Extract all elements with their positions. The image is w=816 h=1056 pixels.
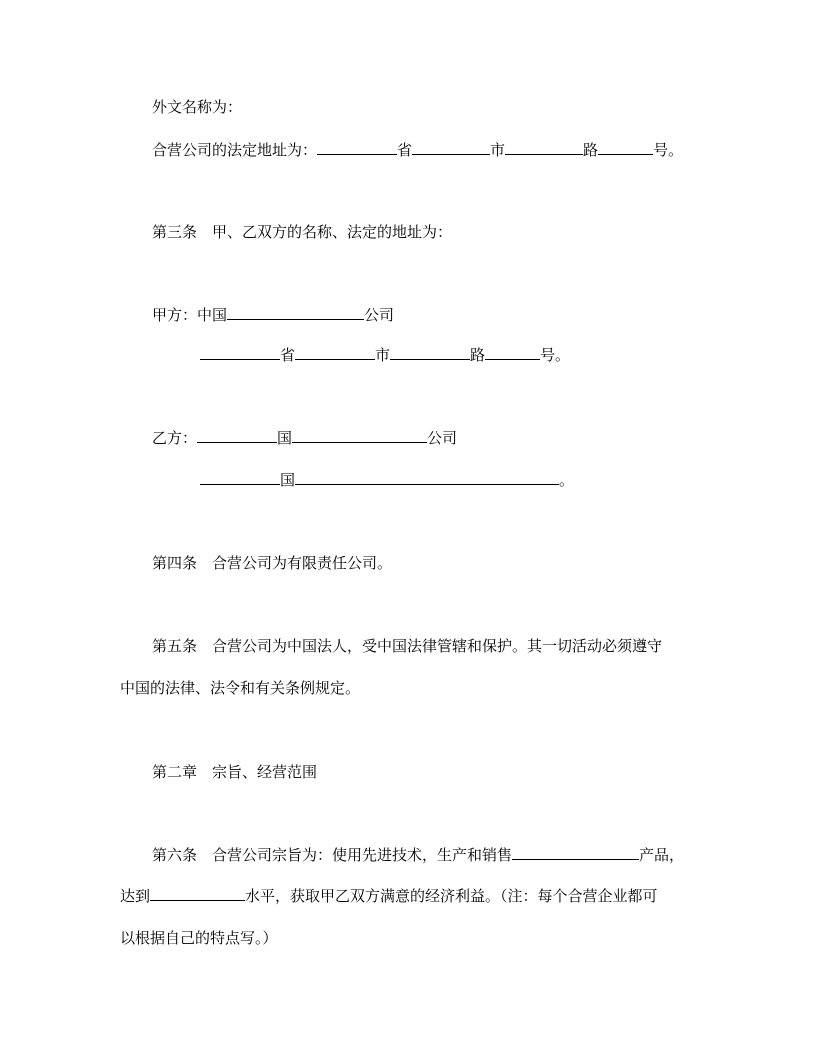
article-text: 中国的法律、法令和有关条例规定。 [120,679,361,697]
article-text: 合营公司为中国法人，受中国法律管辖和保护。其一切活动必须遵守 [212,637,663,655]
level-blank[interactable] [150,886,245,901]
article-number: 第六条 [152,846,198,864]
company-label: 公司 [427,429,458,447]
article-text: 达到 [120,887,151,905]
chapter-number: 第二章 [152,763,198,781]
legal-address-label: 合营公司的法定地址为： [152,141,318,159]
article-text: 产品， [639,846,685,864]
article-6 [152,845,684,865]
article-5 [152,636,662,656]
city-label: 市 [375,346,391,364]
province-blank[interactable] [317,140,397,155]
number-label: 号。 [540,346,571,364]
province-label: 省 [280,346,296,364]
party-a-province-blank[interactable] [200,345,280,360]
party-b-line [152,428,457,448]
party-b-country2-blank[interactable] [200,470,280,485]
party-b-label: 乙方： [152,429,198,447]
country-label: 国 [280,471,296,489]
party-b-country-blank[interactable] [197,428,277,443]
party-a-number-blank[interactable] [485,345,540,360]
article-4 [152,553,392,573]
article-text: 合营公司为有限责任公司。 [212,554,393,572]
party-a-line [152,305,394,325]
foreign-name-label: 外文名称为： [152,98,243,116]
chapter-2-heading [152,762,317,782]
foreign-name-line [152,97,242,117]
road-label: 路 [470,346,486,364]
article-number: 第四条 [152,554,198,572]
party-a-address-line [200,345,570,365]
number-blank[interactable] [598,140,653,155]
company-label: 公司 [364,306,395,324]
party-b-address-blank[interactable] [295,470,559,485]
country-label: 国 [277,429,293,447]
party-a-label: 甲方：中国 [152,306,228,324]
party-b-address-line [200,470,574,490]
party-a-company-blank[interactable] [227,305,364,320]
article-number: 第五条 [152,637,198,655]
party-a-road-blank[interactable] [390,345,470,360]
chapter-title: 宗旨、经营范围 [212,763,318,781]
road-label: 路 [583,141,599,159]
road-blank[interactable] [505,140,583,155]
period: 。 [559,471,575,489]
article-text: 水平，获取甲乙双方满意的经济利益。（注：每个合营企业都可 [245,887,658,905]
article-5-cont [120,678,360,698]
product-blank[interactable] [512,845,639,860]
article-text: 甲、乙双方的名称、法定的地址为： [212,223,453,241]
legal-address-line [152,140,683,160]
article-6-cont [120,886,658,906]
article-text: 以根据自己的特点写。） [120,929,278,947]
province-label: 省 [397,141,413,159]
article-text: 合营公司宗旨为：使用先进技术，生产和销售 [212,846,513,864]
city-blank[interactable] [412,140,490,155]
party-b-company-blank[interactable] [292,428,427,443]
article-3 [152,222,452,242]
article-6-cont2 [120,928,278,948]
number-label: 号。 [653,141,684,159]
city-label: 市 [490,141,506,159]
party-a-city-blank[interactable] [295,345,375,360]
article-number: 第三条 [152,223,198,241]
